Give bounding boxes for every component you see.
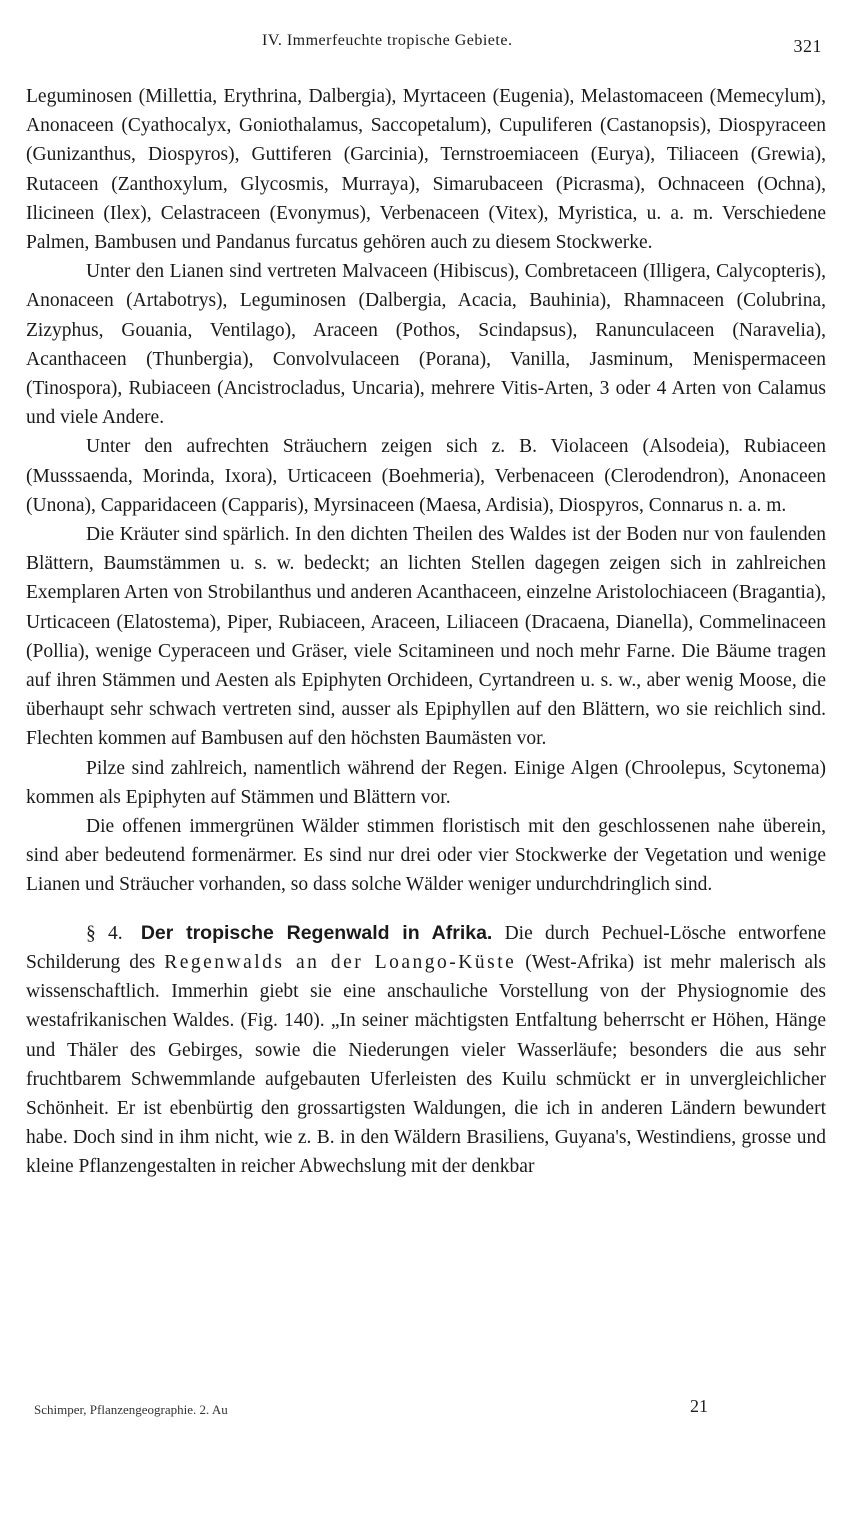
paragraph-fungi: Pilze sind zahlreich, namentlich während der Regen. Einige Algen (Chroolepus, Scytonema) kommen als Epiphyten auf Stämmen und Blättern vor. — [26, 757, 826, 808]
sheet-signature: 21 — [690, 1396, 708, 1416]
section-text-intro: Die durch Pechuel-Lösche entworfene Schilderung des — [26, 922, 827, 973]
page-number: 321 — [793, 36, 822, 56]
section-spaced-phrase: Regenwalds an der Loango-Küste — [164, 951, 517, 973]
section-text-body: (West-Afrika) ist mehr malerisch als wissenschaftlich. Immerhin giebt sie eine anschauliche Vorstellung von der Physiognomie des westafrikanischen Waldes. (Fig. 140). „In seiner mächtigsten Entfaltung beherrscht er Höhen, Hänge und Thäler des Gebirges, sowie die Niederungen vieler Wasserläufe; besonders die aus sehr fruchtbarem Schwemmlande aufgebauten Uferleisten des Kuilu schmückt er in unvergleichlicher Schönheit. Er ist ebenbürtig den grossartigsten Waldungen, die ich in anderen Ländern bewundert habe. Doch sind in ihm nicht, wie z. B. in den Wäldern Brasiliens, Guyana's, Westindiens, grosse und kleine Pflanzengestalten in reicher Abwechslung mit der denkbar — [26, 951, 826, 1178]
paragraph-herbs: Die Kräuter sind spärlich. In den dichten Theilen des Waldes ist der Boden nur von faulenden Blättern, Baumstämmen u. s. w. bedeckt; an lichten Stellen dagegen zeigen sich in zahlreichen Exemplaren Arten von Strobilanthus und anderen Acanthaceen, einzelne Aristolochiaceen (Bragantia), Urticaceen (Elatostema), Piper, Rubiaceen, Araceen, Liliaceen (Dracaena, Dianella), Commelinaceen (Pollia), wenige Cyperaceen und Gräser, viele Scitamineen und noch mehr Farne. Die Bäume tragen auf ihren Stämmen und Aesten als Epiphyten Orchideen, Cyrtandreen u. s. w., aber wenig Moose, die überhaupt sehr schwach vertreten sind, ausser als Epiphyllen auf den Blättern, wo sie reichlich sind. Flechten kommen auf Bambusen auf den höchsten Baumästen vor. — [26, 524, 826, 750]
footer-reference: Schimper, Pflanzengeographie. 2. Au — [34, 1402, 228, 1417]
page-footer — [34, 1396, 724, 1420]
section-mark: § 4. — [86, 922, 123, 944]
paragraph-lianas: Unter den Lianen sind vertreten Malvaceen (Hibiscus), Combretaceen (Illigera, Calycopteris), Anonaceen (Artabotrys), Leguminosen (Dalbergia, Acacia, Bauhinia), Rhamnaceen (Colubrina, Zizyphus, Gouania, Ventilago), Araceen (Pothos, Scindapsus), Ranunculaceen (Naravelia), Acanthaceen (Thunbergia), Convolvulaceen (Porana), Vanilla, Jasminum, Menispermaceen (Tinospora), Rubiaceen (Ancistrocladus, Uncaria), mehrere Vitis-Arten, 3 oder 4 Arten von Calamus und viele Andere. — [26, 261, 826, 429]
paragraph-shrubs: Unter den aufrechten Sträuchern zeigen sich z. B. Violaceen (Alsodeia), Rubiaceen (Musssaenda, Morinda, Ixora), Urticaceen (Boehmeria), Verbenaceen (Clerodendron), Anonaceen (Unona), Capparidaceen (Capparis), Myrsinaceen (Maesa, Ardisia), Diospyros, Connarus n. a. m. — [26, 436, 826, 516]
book-page — [26, 28, 826, 1182]
paragraph-continued-list: Leguminosen (Millettia, Erythrina, Dalbergia), Myrtaceen (Eugenia), Melastomaceen (Memecylum), Anonaceen (Cyathocalyx, Goniothalamus, Saccopetalum), Cupuliferen (Castanopsis), Diospyraceen (Gunizanthus, Diospyros), Guttiferen (Garcinia), Ternstroemiaceen (Eurya), Tiliaceen (Grewia), Rutaceen (Zanthoxylum, Glycosmis, Murraya), Simarubaceen (Picrasma), Ochnaceen (Ochna), Ilicineen (Ilex), Celastraceen (Evonymus), Verbenaceen (Vitex), Myristica, u. a. m. Verschiedene Palmen, Bambusen und Pandanus furcatus gehören auch zu diesem Stockwerke. — [26, 86, 826, 254]
section-paragraph — [26, 919, 826, 1182]
body-text — [26, 82, 826, 1182]
running-header — [26, 28, 826, 58]
chapter-title: IV. Immerfeuchte tropische Gebiete. — [262, 32, 513, 49]
paragraph-open-forests: Die offenen immergrünen Wälder stimmen floristisch mit den geschlossenen nahe überein, sind aber bedeutend formenärmer. Es sind nur drei oder vier Stockwerke der Vegetation und wenige Lianen und Sträucher vorhanden, so dass solche Wälder weniger undurchdringlich sind. — [26, 816, 826, 896]
section-heading: Der tropische Regenwald in Afrika. — [140, 921, 493, 944]
